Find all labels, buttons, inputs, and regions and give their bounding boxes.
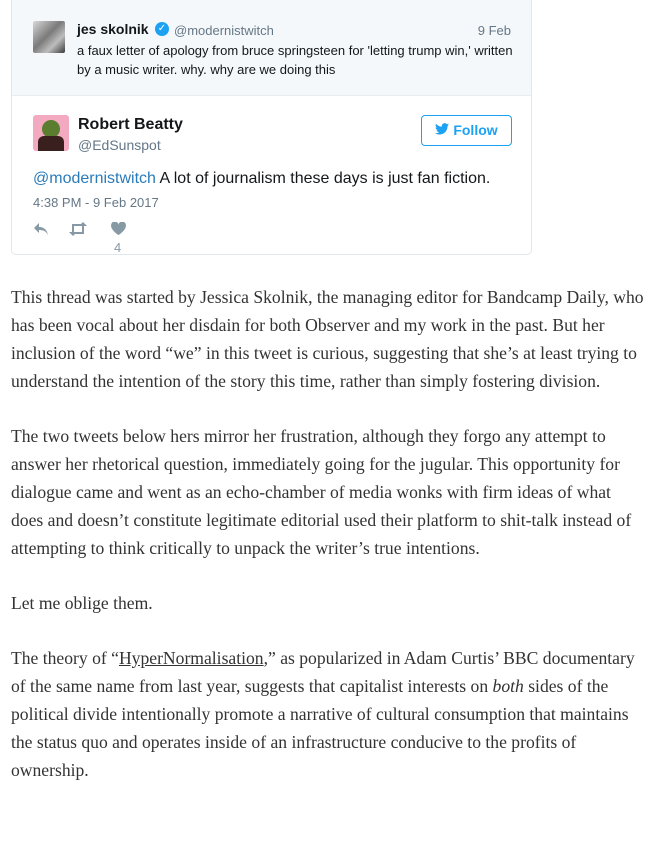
quoted-avatar[interactable] bbox=[33, 21, 65, 53]
tweet-text bbox=[33, 170, 490, 188]
heart-icon bbox=[111, 222, 126, 239]
reply-icon[interactable] bbox=[33, 222, 49, 240]
article-body bbox=[11, 283, 645, 811]
author-name[interactable]: Robert Beatty bbox=[78, 116, 183, 133]
quoted-tweet-text: a faux letter of apology from bruce springsteen for 'letting trump win,' written by a music writer. why. why are we doing this bbox=[77, 43, 513, 77]
mention-link[interactable]: @modernistwitch bbox=[33, 170, 156, 187]
quoted-author-name[interactable]: jes skolnik bbox=[77, 21, 149, 37]
quoted-tweet-date[interactable]: 9 Feb bbox=[477, 23, 511, 38]
paragraph-4 bbox=[11, 644, 645, 784]
quoted-author-handle[interactable]: @modernistwitch bbox=[174, 23, 274, 38]
follow-button[interactable] bbox=[421, 115, 512, 146]
p4-text-start: The theory of “ bbox=[11, 648, 119, 668]
follow-label: Follow bbox=[453, 122, 498, 138]
p4-text-middle: ,” as popularized in Adam Curtis’ BBC documentary of the same name from last year, suggests that capitalist interests on bbox=[11, 648, 635, 696]
author-handle[interactable]: @EdSunspot bbox=[78, 137, 161, 153]
embedded-tweet bbox=[11, 0, 532, 255]
paragraph-3: Let me oblige them. bbox=[11, 593, 153, 613]
verified-badge-icon: ✓ bbox=[155, 22, 169, 36]
tweet-timestamp[interactable]: 4:38 PM - 9 Feb 2017 bbox=[33, 195, 159, 210]
quoted-tweet[interactable] bbox=[12, 0, 531, 96]
hypernormalisation-link[interactable]: HyperNormalisation bbox=[118, 648, 264, 668]
paragraph-1: This thread was started by Jessica Skolnik, the managing editor for Bandcamp Daily, who has been vocal about her disdain for both Observer and my work in the past. But her inclusion of the word “we” in this tweet is curious, suggesting that she’s at least trying to understand the intention of the story this time, rather than simply fostering division. bbox=[11, 287, 644, 391]
like-count: 4 bbox=[114, 240, 122, 255]
like-button[interactable] bbox=[111, 222, 126, 256]
avatar[interactable] bbox=[33, 115, 69, 151]
tweet-body: A lot of journalism these days is just fan fiction. bbox=[155, 170, 491, 187]
p4-emphasis: both bbox=[492, 676, 524, 696]
retweet-icon[interactable] bbox=[68, 222, 88, 240]
p4-text-end: sides of the political divide intentionally promote a narrative of cultural consumption that maintains the status quo and operates inside of an infrastructure conducive to the profits of ownership. bbox=[11, 676, 629, 780]
twitter-bird-icon bbox=[435, 116, 449, 145]
paragraph-2: The two tweets below hers mirror her frustration, although they forgo any attempt to answer her rhetorical question, immediately going for the jugular. This opportunity for dialogue came and went as an echo-chamber of media wonks with firm ideas of what does and doesn’t constitute legitimate editorial used their platform to shit-talk instead of attempting to think critically to unpack the writer’s true intentions. bbox=[11, 426, 632, 558]
